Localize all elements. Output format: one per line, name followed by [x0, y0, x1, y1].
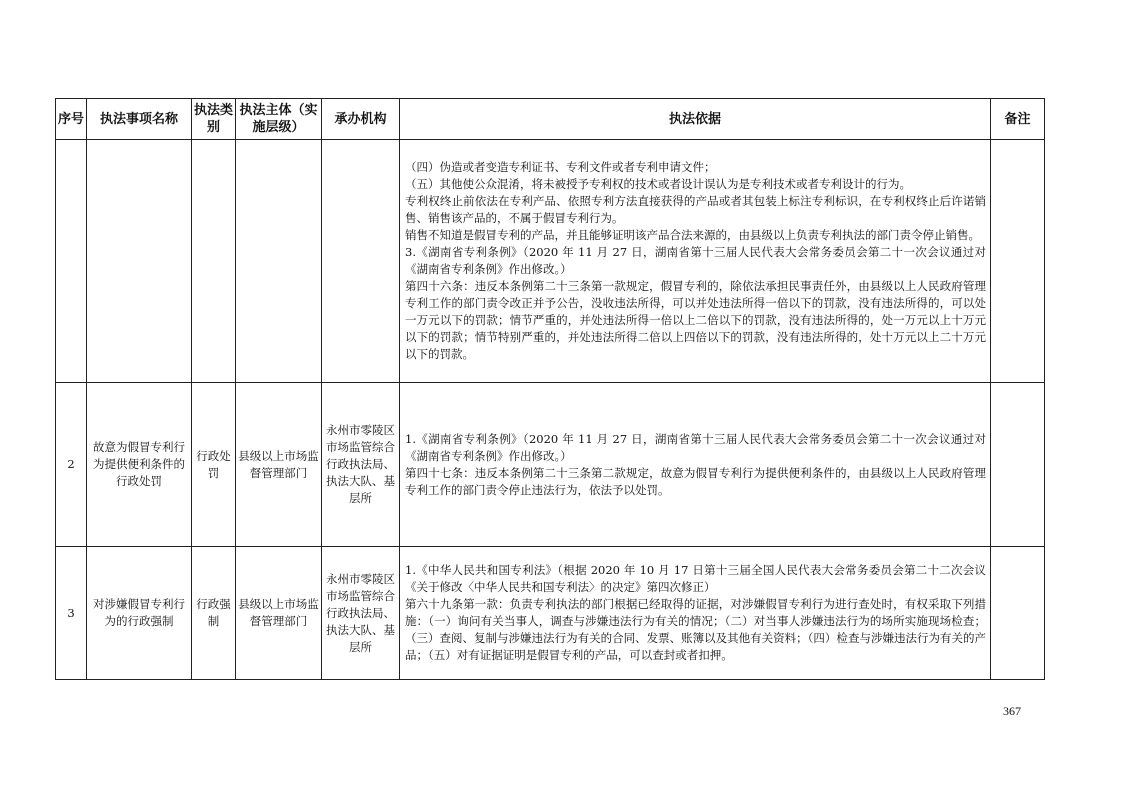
- basis-paragraph: 第四十七条：违反本条例第二十三条第二款规定，故意为假冒专利行为提供便利条件的，由县级以上人民政府管理专利工作的部门责令停止违法行为，依法予以处罚。: [405, 465, 986, 497]
- basis-paragraph: 专利权终止前依法在专利产品、依照专利方法直接获得的产品或者其包装上标注专利标识，在专利权终止后许诺销售、销售该产品的，不属于假冒专利行为。: [405, 194, 986, 225]
- cell-subject: 县级以上市场监督管理部门: [236, 547, 322, 680]
- table-row: [56, 140, 1045, 383]
- basis-paragraph: 1.《中华人民共和国专利法》（根据 2020 年 10 月 17 日第十三届全国人民代表大会常务委员会第二十二次会议《关于修改〈中华人民共和国专利法〉的决定》第四次修正）: [405, 563, 986, 594]
- cell-item: [87, 140, 192, 383]
- header-category: 执法类别: [192, 99, 236, 140]
- basis-paragraph: 3.《湖南省专利条例》（2020 年 11 月 27 日，湖南省第十三届人民代表大会常务委员会第二十一次会议通过对《湖南省专利条例》作出修改。）: [405, 245, 986, 276]
- header-remark: 备注: [991, 99, 1045, 140]
- law-enforcement-table: [55, 98, 1045, 680]
- header-subject: 执法主体（实施层级）: [236, 99, 322, 140]
- cell-category: 行政强制: [192, 547, 236, 680]
- cell-agency: 永州市零陵区市场监管综合行政执法局、执法大队、基层所: [322, 547, 400, 680]
- basis-paragraph: 第四十六条：违反本条例第二十三条第一款规定，假冒专利的，除依法承担民事责任外，由县级以上人民政府管理专利工作的部门责令改正并予公告，没收违法所得，可以并处违法所得一倍以下的罚款，没有违法所得的，可以处一万元以下的罚款；情节严重的，并处违法所得一倍以上二倍以下的罚款，没有违法所得的，处一万元以上十万元以下的罚款；情节特别严重的，并处违法所得二倍以上四倍以下的罚款，没有违法所得的，处十万元以上二十万元以下的罚款。: [405, 279, 986, 361]
- cell-subject: 县级以上市场监督管理部门: [236, 383, 322, 547]
- basis-paragraph: 第六十九条第一款：负责专利执法的部门根据已经取得的证据，对涉嫌假冒专利行为进行查处时，有权采取下列措施：（一）询问有关当事人，调查与涉嫌违法行为有关的情况；（二）对当事人涉嫌违法行为的场所实施现场检查；（三）查阅、复制与涉嫌违法行为有关的合同、发票、账簿以及其他有关资料；（四）检查与涉嫌违法行为有关的产品；（五）对有证据证明是假冒专利的产品，可以查封或者扣押。: [405, 597, 986, 662]
- cell-seq: [56, 140, 87, 383]
- cell-seq: 3: [56, 547, 87, 680]
- cell-item: 对涉嫌假冒专利行为的行政强制: [87, 547, 192, 680]
- cell-basis: [400, 547, 991, 680]
- cell-basis: [400, 383, 991, 547]
- cell-category: 行政处罚: [192, 383, 236, 547]
- cell-remark: [991, 383, 1045, 547]
- cell-agency: 永州市零陵区市场监管综合行政执法局、执法大队、基层所: [322, 383, 400, 547]
- cell-remark: [991, 140, 1045, 383]
- header-agency: 承办机构: [322, 99, 400, 140]
- cell-seq: 2: [56, 383, 87, 547]
- basis-paragraph: （四）伪造或者变造专利证书、专利文件或者专利申请文件；: [405, 160, 716, 174]
- header-basis: 执法依据: [400, 99, 991, 140]
- header-seq: 序号: [56, 99, 87, 140]
- page-number: 367: [1003, 704, 1021, 718]
- cell-remark: [991, 547, 1045, 680]
- basis-paragraph: 销售不知道是假冒专利的产品，并且能够证明该产品合法来源的，由县级以上负责专利执法的部门责令停止销售。: [405, 228, 980, 242]
- basis-paragraph: 1.《湖南省专利条例》（2020 年 11 月 27 日，湖南省第十三届人民代表大会常务委员会第二十一次会议通过对《湖南省专利条例》作出修改。）: [405, 431, 986, 463]
- cell-agency: [322, 140, 400, 383]
- header-row: [56, 99, 1045, 140]
- table-row: [56, 547, 1045, 680]
- cell-item: 故意为假冒专利行为提供便利条件的行政处罚: [87, 383, 192, 547]
- table-row: [56, 383, 1045, 547]
- cell-subject: [236, 140, 322, 383]
- header-item: 执法事项名称: [87, 99, 192, 140]
- cell-category: [192, 140, 236, 383]
- basis-paragraph: （五）其他使公众混淆，将未被授予专利权的技术或者设计误认为是专利技术或者专利设计的行为。: [405, 177, 911, 191]
- cell-basis: [400, 140, 991, 383]
